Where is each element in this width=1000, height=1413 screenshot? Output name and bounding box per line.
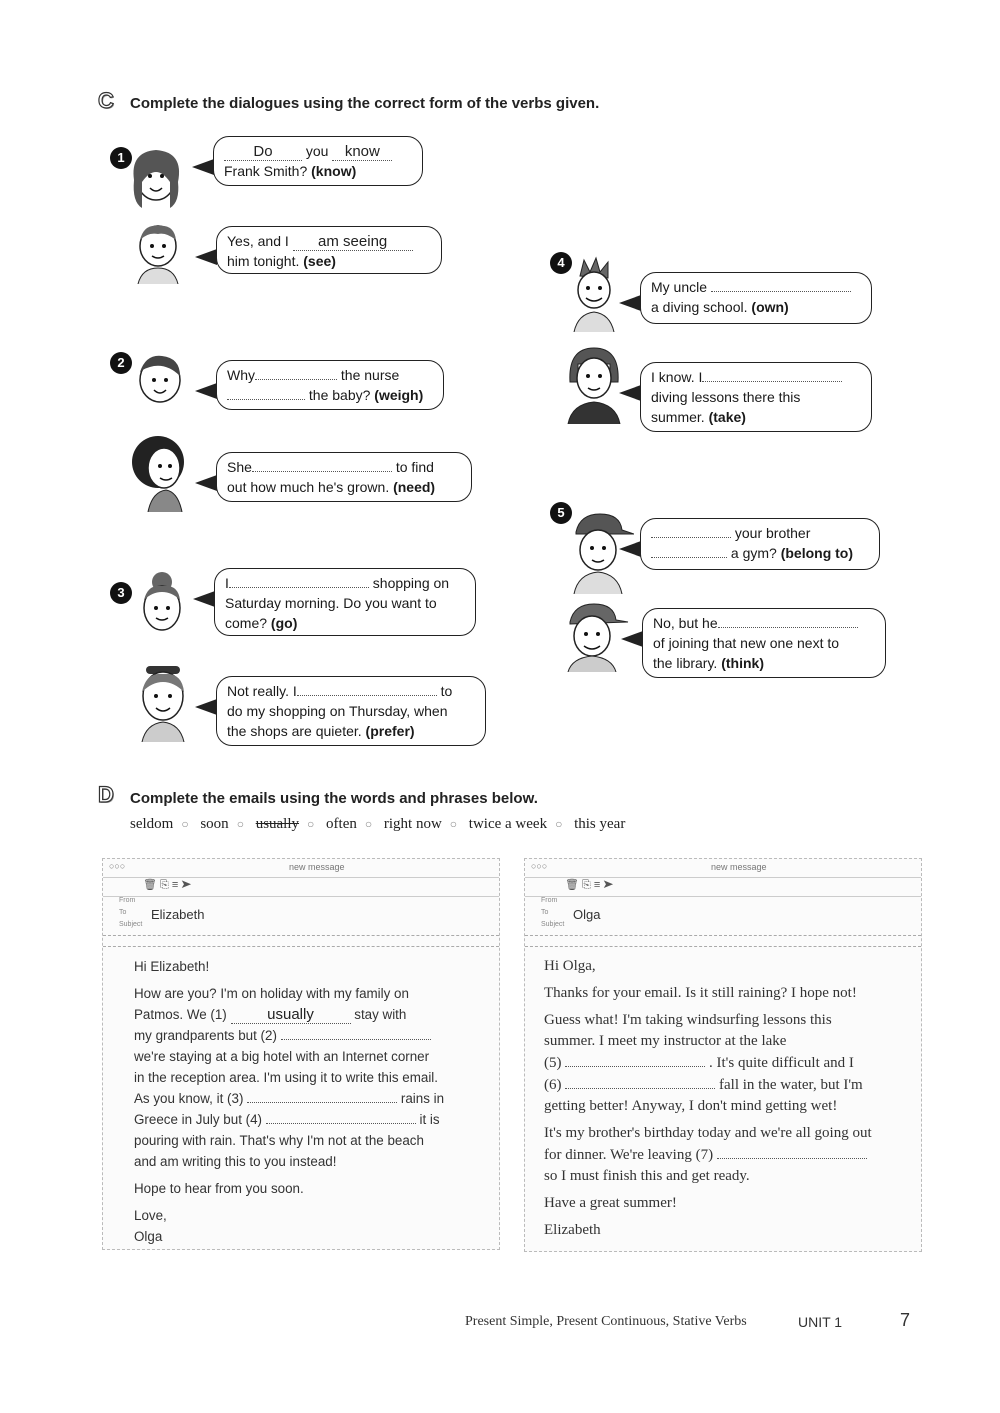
- subject-field[interactable]: [103, 921, 499, 933]
- email-greeting: Hi Olga,: [544, 958, 596, 974]
- section-d-title: Complete the emails using the words and phrases below.: [130, 790, 538, 807]
- verb-hint: (take): [708, 409, 746, 425]
- bubble-text: come?: [225, 615, 271, 631]
- dialogue-number-5: 5: [550, 502, 572, 524]
- blank[interactable]: [252, 457, 392, 472]
- bubble-text: Why: [227, 367, 255, 383]
- bubble-text: your brother: [734, 525, 811, 541]
- dialogue-number-4: 4: [550, 252, 572, 274]
- section-d-letter: D: [98, 782, 114, 807]
- blank-email-7[interactable]: [717, 1144, 867, 1159]
- word-right-now: right now: [383, 816, 442, 832]
- speech-bubble-2b: [216, 452, 472, 502]
- word-seldom: seldom: [130, 816, 174, 832]
- verb-hint: (need): [393, 479, 436, 495]
- attach-icon[interactable]: ⎘: [160, 879, 169, 891]
- bubble-text: of joining that new one next to: [653, 635, 840, 651]
- email-line: Patmos. We (1): [134, 1007, 227, 1022]
- email-line: Guess what! I'm taking windsurfing lessons this: [544, 1012, 832, 1028]
- email-line: (6): [544, 1077, 562, 1093]
- word-soon: soon: [200, 816, 229, 832]
- email-signature: Olga: [134, 1229, 163, 1244]
- from-label: From: [541, 897, 558, 904]
- ruler: [103, 935, 499, 947]
- email-line: (5): [544, 1055, 562, 1071]
- email-toolbar: [525, 878, 921, 897]
- blank-email-4[interactable]: [266, 1109, 416, 1124]
- email-line: fall in the water, but I'm: [719, 1077, 863, 1093]
- speech-bubble-4a: [640, 272, 872, 324]
- blank[interactable]: [297, 681, 437, 696]
- email-line: so I must finish this and get ready.: [544, 1168, 750, 1184]
- bubble-text: to: [440, 683, 453, 699]
- email-line: getting better! Anyway, I don't mind getting wet!: [544, 1098, 838, 1114]
- answer-1c[interactable]: am seeing: [293, 234, 413, 251]
- dialogue-number-3: 3: [110, 582, 132, 604]
- email-line: it is: [419, 1112, 440, 1127]
- boy-spiky-hair-icon: [566, 256, 624, 332]
- blank-email-5[interactable]: [565, 1052, 705, 1067]
- nurse-character-icon: [128, 350, 190, 414]
- bubble-text: the nurse: [340, 367, 400, 383]
- email-title-bar: [525, 859, 921, 878]
- girl-character-icon: [126, 142, 188, 214]
- bubble-text: diving lessons there this: [651, 389, 801, 405]
- to-label: To: [541, 909, 549, 916]
- speech-bubble-5b: [642, 608, 886, 678]
- ruler: [525, 935, 921, 947]
- blank[interactable]: [229, 573, 369, 588]
- subject-label: Subject: [119, 921, 143, 928]
- word-this-year: this year: [574, 816, 626, 832]
- bubble-text: My uncle: [651, 279, 708, 295]
- blank[interactable]: [255, 365, 337, 380]
- format-icon[interactable]: ≡: [171, 879, 179, 891]
- bubble-text: out how much he's grown.: [227, 479, 394, 495]
- speech-bubble-3a: [214, 568, 476, 636]
- email-line: pouring with rain. That's why I'm not at the beach: [134, 1133, 424, 1148]
- verb-hint: (prefer): [365, 723, 415, 739]
- speech-bubble-1b: [216, 226, 442, 274]
- blank[interactable]: [651, 543, 727, 558]
- to-field[interactable]: [525, 909, 921, 921]
- footer-unit: UNIT 1: [798, 1314, 843, 1330]
- bubble-text: summer.: [651, 409, 709, 425]
- email-line: in the reception area. I'm using it to write this email.: [134, 1070, 438, 1085]
- bubble-text: the baby?: [308, 387, 375, 403]
- email-line: How are you? I'm on holiday with my family on: [134, 986, 409, 1001]
- window-controls-icon[interactable]: ○○○: [531, 861, 548, 871]
- verb-hint: (own): [751, 299, 789, 315]
- window-controls-icon[interactable]: ○○○: [109, 861, 126, 871]
- verb-hint: (think): [721, 655, 764, 671]
- subject-label: Subject: [541, 921, 565, 928]
- email-closing: Have a great summer!: [544, 1195, 677, 1211]
- email-line: . It's quite difficult and I: [709, 1055, 854, 1071]
- email-greeting: Hi Elizabeth!: [134, 959, 210, 974]
- speech-bubble-5a: [640, 518, 880, 570]
- blank-email-6[interactable]: [565, 1074, 715, 1089]
- speech-bubble-1a: [213, 136, 423, 186]
- girl-with-bun-icon: [132, 570, 192, 650]
- bubble-text: the library.: [653, 655, 722, 671]
- verb-hint: (see): [303, 253, 336, 269]
- email-line: rains in: [400, 1091, 445, 1106]
- bubble-text: Saturday morning. Do you want to: [225, 595, 437, 611]
- email-closing: Love,: [134, 1208, 167, 1223]
- verb-hint: (know): [311, 163, 357, 179]
- bubble-text: to find: [395, 459, 434, 475]
- word-often: often: [326, 816, 357, 832]
- trash-icon[interactable]: 🗑: [143, 879, 157, 891]
- to-value: Olga: [573, 907, 601, 922]
- from-label: From: [119, 897, 136, 904]
- speech-bubble-2a: [216, 360, 444, 410]
- curly-hair-woman-icon: [126, 432, 190, 512]
- dialogue-number-2: 2: [110, 352, 132, 374]
- footer-topic: Present Simple, Present Continuous, Stative Verbs: [465, 1314, 747, 1329]
- bubble-text: Not really. I: [227, 683, 297, 699]
- answer-1b[interactable]: know: [332, 144, 392, 161]
- speech-bubble-4b: [640, 362, 872, 432]
- bubble-text: do my shopping on Thursday, when: [227, 703, 448, 719]
- bubble-text: No, but he: [653, 615, 718, 631]
- to-field[interactable]: [103, 909, 499, 921]
- girl-bob-hair-icon: [562, 342, 626, 424]
- woman-sunglasses-icon: [132, 660, 194, 742]
- trash-icon[interactable]: 🗑: [565, 879, 579, 891]
- blank[interactable]: [651, 523, 731, 538]
- bubble-text: him tonight.: [227, 253, 304, 269]
- answer-1a[interactable]: Do: [224, 144, 302, 161]
- bubble-text: I: [225, 575, 229, 591]
- email-line: stay with: [354, 1007, 407, 1022]
- email-window-title: new message: [289, 862, 345, 872]
- speech-bubble-3b: [216, 676, 486, 746]
- blank[interactable]: [718, 613, 858, 628]
- email-toolbar: [103, 878, 499, 897]
- bubble-text: I know. I: [651, 369, 703, 385]
- email-line: for dinner. We're leaving (7): [544, 1147, 714, 1163]
- email-line: my grandparents but (2): [134, 1028, 277, 1043]
- blank[interactable]: [702, 367, 842, 382]
- email-line: As you know, it (3): [134, 1091, 244, 1106]
- section-c-title: Complete the dialogues using the correct form of the verbs given.: [130, 95, 600, 112]
- verb-hint: (belong to): [780, 545, 854, 561]
- blank[interactable]: [711, 277, 851, 292]
- bubble-text: shopping on: [372, 575, 450, 591]
- answer-email-1[interactable]: usually: [231, 1007, 351, 1024]
- attach-icon[interactable]: ⎘: [582, 879, 591, 891]
- section-c-letter: C: [98, 88, 114, 113]
- email-line: Thanks for your email. Is it still raining? I hope not!: [544, 985, 857, 1001]
- word-twice-a-week: twice a week: [468, 816, 548, 832]
- dialogue-number-1: 1: [110, 147, 132, 169]
- email-closing: Hope to hear from you soon.: [134, 1181, 304, 1196]
- verb-hint: (weigh): [374, 387, 424, 403]
- email-line: It's my brother's birthday today and we're all going out: [544, 1125, 872, 1141]
- email-title-bar: [103, 859, 499, 878]
- email-signature: Elizabeth: [544, 1222, 601, 1238]
- bubble-text: Frank Smith?: [224, 163, 312, 179]
- email-line: summer. I meet my instructor at the lake: [544, 1033, 787, 1049]
- word-usually: usually: [255, 816, 300, 832]
- email-body-2: [544, 956, 914, 1241]
- bubble-text: you: [305, 143, 329, 159]
- send-icon[interactable]: ➤: [603, 879, 614, 891]
- send-icon[interactable]: ➤: [181, 879, 192, 891]
- page-number: 7: [900, 1310, 911, 1330]
- to-label: To: [119, 909, 127, 916]
- bubble-text: the shops are quieter.: [227, 723, 366, 739]
- boy-character-icon: [130, 220, 188, 284]
- email-window-title: new message: [711, 862, 767, 872]
- email-body-1: [134, 956, 474, 1247]
- email-line: we're staying at a big hotel with an Internet corner: [134, 1049, 430, 1064]
- girl-cap-icon: [562, 600, 630, 672]
- word-bank: seldom ○ soon ○ usually ○ often ○ right now ○ twice a week ○ this year: [130, 816, 626, 832]
- verb-hint: (go): [270, 615, 298, 631]
- subject-field[interactable]: [525, 921, 921, 933]
- email-line: Greece in July but (4): [134, 1112, 263, 1127]
- bubble-text: a gym?: [730, 545, 781, 561]
- blank-email-2[interactable]: [281, 1025, 431, 1040]
- to-value: Elizabeth: [151, 907, 205, 922]
- bubble-text: She: [227, 459, 252, 475]
- bubble-text: Yes, and I: [227, 233, 289, 249]
- format-icon[interactable]: ≡: [593, 879, 601, 891]
- email-line: and am writing this to you instead!: [134, 1154, 337, 1169]
- blank[interactable]: [227, 385, 305, 400]
- bubble-text: a diving school.: [651, 299, 752, 315]
- blank-email-3[interactable]: [247, 1088, 397, 1103]
